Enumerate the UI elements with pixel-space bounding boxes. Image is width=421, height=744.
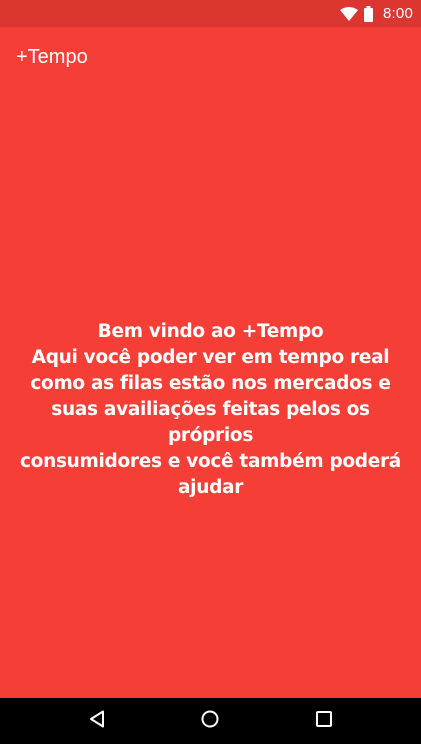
welcome-line: Aqui você poder ver em tempo real — [31, 347, 390, 368]
back-icon — [88, 710, 106, 732]
welcome-line: como as filas estão nos mercados e — [30, 373, 391, 394]
welcome-line: consumidores e você também poderá — [20, 451, 401, 472]
recents-button[interactable] — [300, 698, 348, 744]
navigation-bar — [0, 698, 421, 744]
welcome-line: ajudar — [177, 477, 244, 498]
main-content — [0, 87, 421, 698]
app-title: +Tempo — [16, 45, 88, 68]
welcome-line: Bem vindo ao +Tempo — [97, 321, 324, 342]
app-bar — [0, 27, 421, 87]
wifi-icon — [340, 7, 358, 21]
status-icons — [340, 5, 413, 22]
welcome-message — [0, 319, 421, 501]
recents-icon — [315, 710, 333, 732]
back-button[interactable] — [73, 698, 121, 744]
welcome-line: suas availiações feitas pelos os próprios — [51, 399, 370, 446]
battery-icon — [364, 6, 373, 22]
status-bar — [0, 0, 421, 27]
home-icon — [200, 709, 220, 733]
home-button[interactable] — [186, 698, 234, 744]
status-clock: 8:00 — [383, 5, 413, 22]
